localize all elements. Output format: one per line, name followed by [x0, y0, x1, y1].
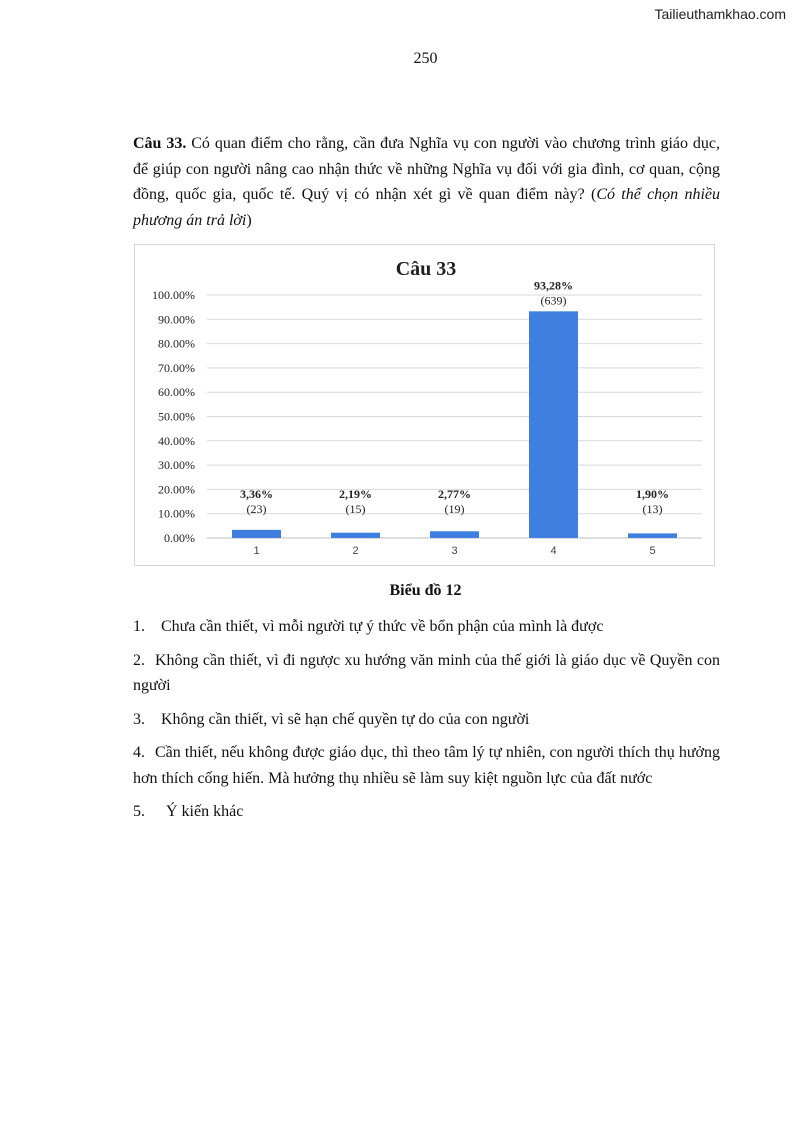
x-tick-label: 3	[451, 545, 458, 557]
option-text: Ý kiến khác	[166, 803, 244, 820]
bar-chart	[134, 244, 715, 566]
option-number: 4.	[133, 744, 145, 761]
data-label-count: (639)	[540, 293, 567, 308]
chart-title: Câu 33	[395, 258, 457, 280]
y-tick-label: 10.00%	[158, 506, 195, 521]
chart-svg	[135, 245, 716, 567]
x-tick-label: 1	[253, 545, 260, 557]
y-tick-label: 80.00%	[158, 336, 195, 351]
bar	[430, 531, 479, 538]
option-number: 3.	[133, 710, 145, 728]
y-tick-label: 100.00%	[152, 288, 195, 302]
x-tick-label: 4	[550, 545, 557, 557]
x-tick-label: 5	[649, 545, 656, 557]
chart-caption: Biểu đồ 12	[389, 582, 462, 599]
x-tick-label: 2	[352, 545, 359, 557]
option-item-4	[133, 740, 720, 791]
question-closing: )	[246, 211, 252, 229]
y-tick-label: 60.00%	[158, 385, 195, 400]
data-label-count: (23)	[246, 502, 267, 516]
y-tick-label: 30.00%	[158, 458, 195, 473]
y-tick-label: 20.00%	[158, 482, 195, 497]
page-number: 250	[413, 50, 438, 67]
question-italic-note: Có thể chọn nhiều phương án trả lời	[133, 186, 720, 229]
answer-options	[133, 614, 720, 833]
y-tick-label: 0.00%	[164, 531, 195, 545]
option-number: 5.	[133, 803, 145, 820]
y-tick-label: 90.00%	[158, 312, 195, 327]
option-item-1	[133, 614, 720, 640]
option-text: Không cần thiết, vì sẽ hạn chế quyền tự do của con người	[161, 710, 530, 728]
bar	[529, 311, 578, 538]
bar	[331, 533, 380, 538]
bar	[628, 533, 677, 538]
data-label-percent: 2,19%	[339, 487, 372, 501]
question-label: Câu 33.	[133, 135, 187, 152]
option-item-3	[133, 707, 720, 733]
watermark: Tailieuthamkhao.com	[654, 6, 786, 22]
data-label-percent: 93,28%	[534, 278, 573, 293]
y-tick-label: 50.00%	[158, 409, 195, 424]
option-number: 2.	[133, 651, 145, 669]
y-tick-label: 40.00%	[158, 433, 195, 448]
data-label-percent: 2,77%	[438, 487, 471, 501]
data-label-percent: 1,90%	[636, 487, 669, 501]
data-label-count: (19)	[444, 502, 465, 516]
option-item-2	[133, 648, 720, 699]
data-label-percent: 3,36%	[240, 487, 273, 501]
y-tick-label: 70.00%	[158, 360, 195, 375]
option-text: Cần thiết, nếu không được giáo dục, thì theo tâm lý tự nhiên, con người thích thụ hưởng hơn thích cống hiến. Mà hưởng thụ nhiều sẽ làm suy kiệt nguồn lực của đất nước	[133, 744, 720, 787]
option-text: Không cần thiết, vì đi ngược xu hướng văn minh của thế giới là giáo dục về Quyền con người	[133, 651, 720, 694]
question-paragraph	[133, 131, 720, 233]
data-label-count: (13)	[642, 502, 663, 516]
data-label-count: (15)	[345, 502, 366, 516]
option-number: 1.	[133, 618, 145, 635]
question-text: Có quan điểm cho rằng, cần đưa Nghĩa vụ con người vào chương trình giáo dục, để giúp con người nâng cao nhận thức về những Nghĩa vụ đối với gia đình, cơ quan, cộng đồng, quốc gia, quốc tế. Quý vị có nhận xét gì về quan điểm này? (	[133, 135, 720, 203]
bar	[232, 530, 281, 538]
option-text: Chưa cần thiết, vì mỗi người tự ý thức về bổn phận của mình là được	[161, 618, 604, 635]
option-item-5	[133, 799, 720, 825]
